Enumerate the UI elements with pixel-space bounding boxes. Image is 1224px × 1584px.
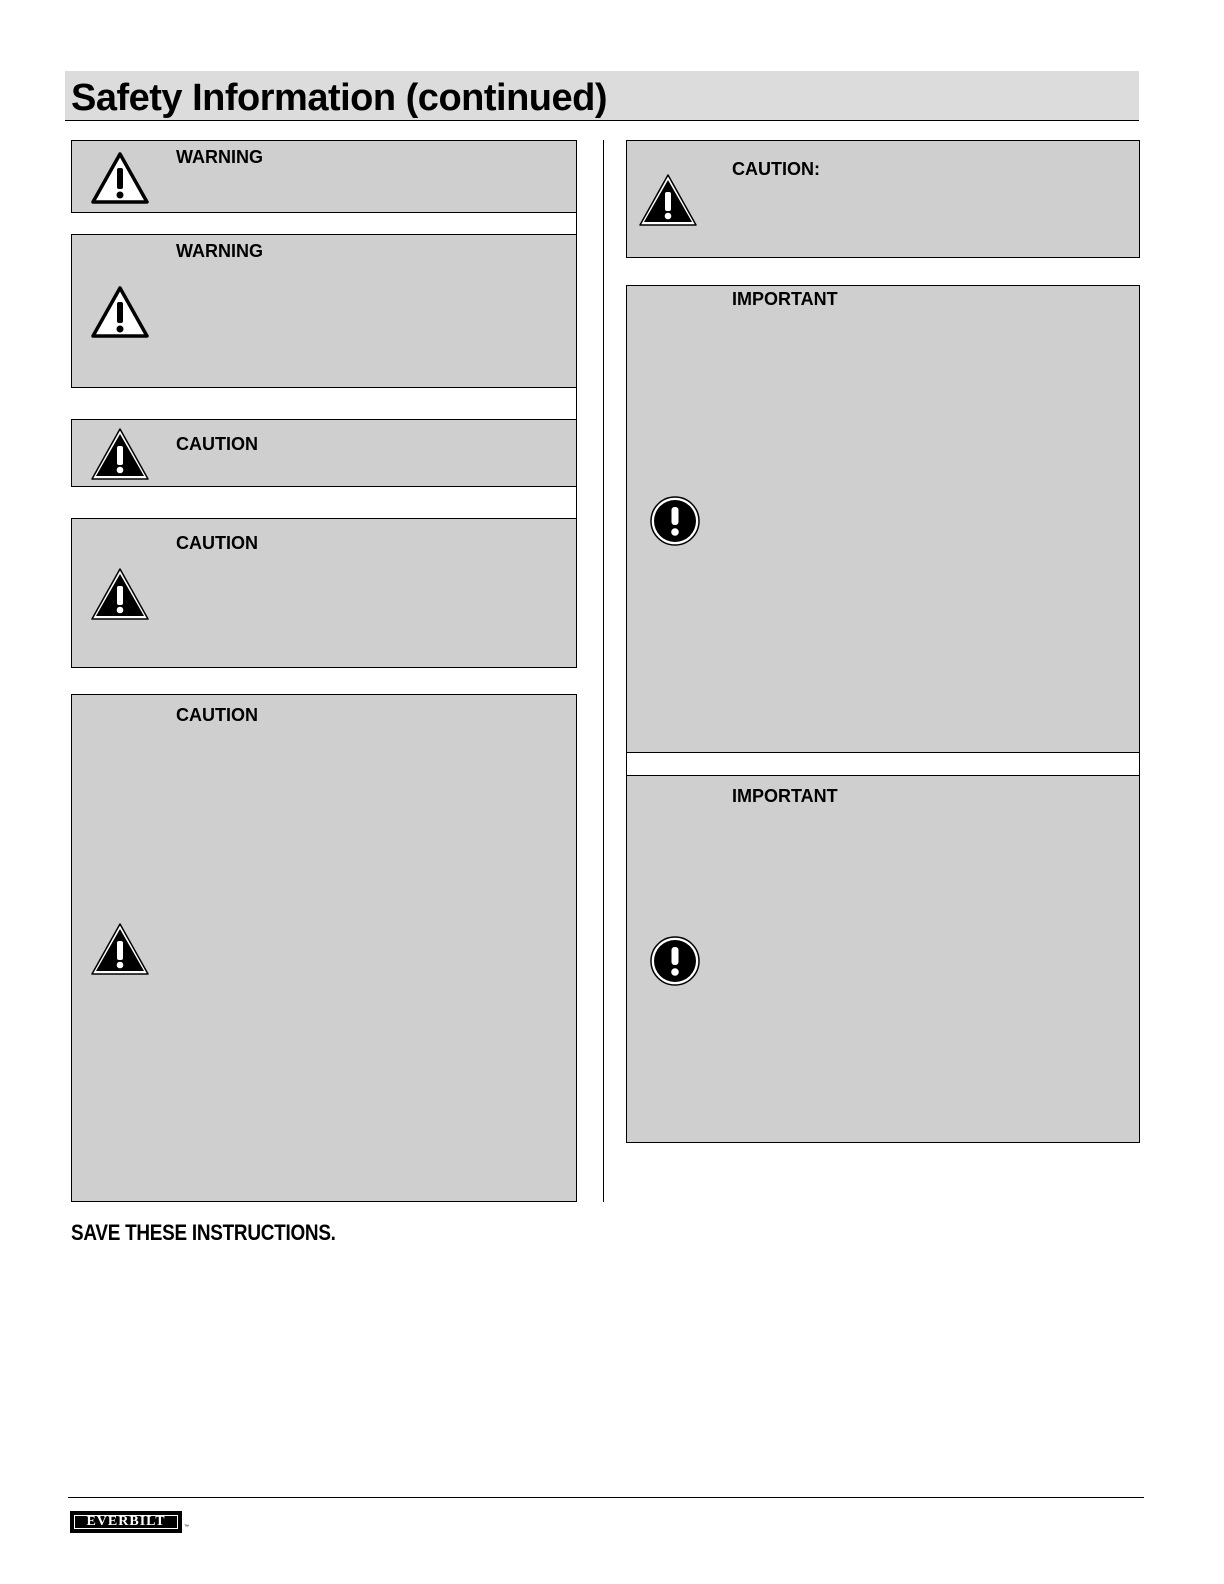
brand-name: EVERBILT — [86, 1514, 166, 1529]
important-box — [626, 285, 1140, 753]
box-label: WARNING — [176, 147, 263, 167]
box-label: CAUTION: — [732, 159, 820, 179]
box-label: IMPORTANT — [732, 289, 838, 309]
page-title: Safety Information (continued) — [71, 77, 607, 119]
logo-frame — [74, 1515, 178, 1529]
important-exclamation-icon — [649, 935, 701, 987]
box-connector — [71, 487, 577, 518]
important-box — [626, 775, 1140, 1143]
warning-triangle-icon — [90, 285, 150, 339]
caution-triangle-icon — [90, 427, 150, 481]
box-connector — [626, 753, 1140, 775]
footer-rule — [68, 1497, 1144, 1498]
caution-box — [71, 419, 577, 487]
trademark-symbol: ™ — [184, 1524, 189, 1530]
save-instructions-text: SAVE THESE INSTRUCTIONS. — [71, 1220, 336, 1245]
caution-box — [71, 694, 577, 1202]
warning-triangle-icon — [90, 151, 150, 205]
box-connector — [71, 213, 577, 234]
box-label: CAUTION — [176, 705, 258, 725]
box-label: WARNING — [176, 241, 263, 261]
caution-triangle-icon — [638, 173, 698, 227]
box-label: CAUTION — [176, 434, 258, 454]
box-label: CAUTION — [176, 533, 258, 553]
warning-box — [71, 140, 577, 213]
box-connector — [71, 388, 577, 419]
warning-box — [71, 234, 577, 388]
caution-triangle-icon — [90, 922, 150, 976]
caution-box — [626, 140, 1140, 258]
important-exclamation-icon — [649, 495, 701, 547]
section-header — [65, 71, 1139, 121]
brand-logo — [70, 1511, 182, 1533]
box-label: IMPORTANT — [732, 786, 838, 806]
column-divider — [603, 140, 604, 1202]
caution-box — [71, 518, 577, 668]
caution-triangle-icon — [90, 567, 150, 621]
